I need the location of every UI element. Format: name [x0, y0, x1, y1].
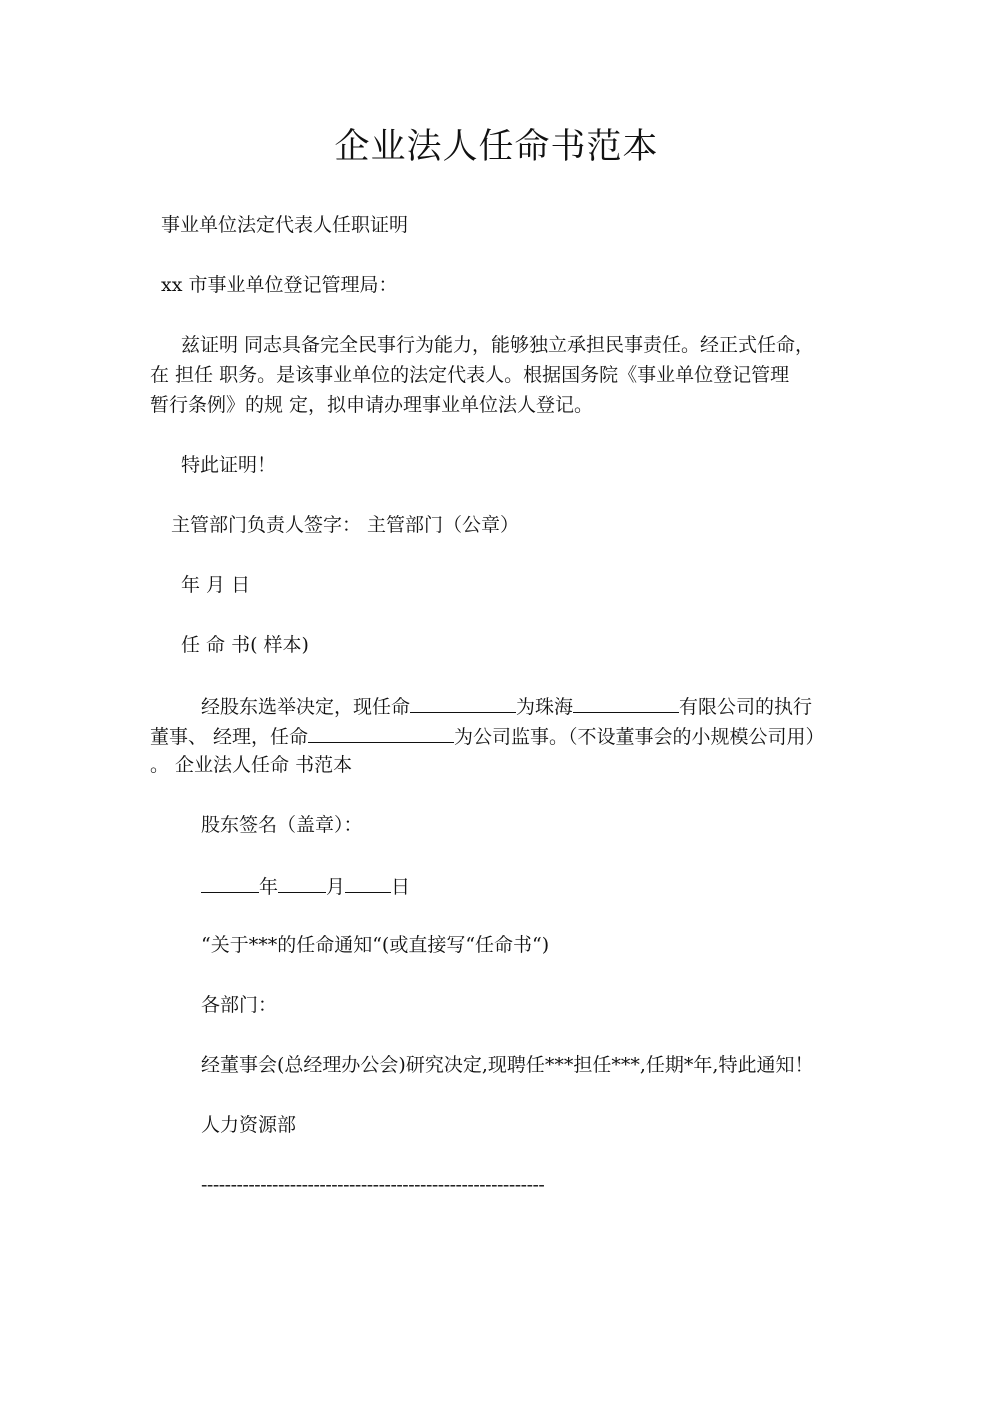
- appointment-text-c: 有限公司的执行: [679, 696, 813, 718]
- date-day-label: 日: [391, 876, 411, 898]
- appointment-text-d: 董事、 经理，任命: [150, 726, 309, 748]
- date-month-label: 月: [326, 876, 346, 898]
- fill-blank-appointee: [410, 690, 516, 713]
- shareholder-signature: 股东签名（盖章）：: [201, 814, 363, 836]
- shareholder-date-line: [201, 870, 410, 902]
- appointment-paragraph-line-3: 。 企业法人任命 书范本: [150, 754, 353, 776]
- date-line: 年 月 日: [181, 574, 251, 596]
- notice-body: 经董事会(总经理办公会)研究决定,现聘任***担任***,任期*年,特此通知！: [201, 1054, 814, 1076]
- certificate-body-line-2: 在 担任 职务。是该事业单位的法定代表人。根据国务院《事业单位登记管理: [150, 364, 790, 386]
- fill-blank-company: [573, 690, 679, 713]
- date-year-label: 年: [259, 876, 279, 898]
- appointment-heading: 任 命 书( 样本): [181, 634, 309, 656]
- appointment-text-e: 为公司监事。（不设董事会的小规模公司用）: [454, 726, 825, 748]
- page-title: 企业法人任命书范本: [334, 127, 659, 167]
- divider-dashes: ----------------------------------------------------------: [201, 1174, 545, 1196]
- certificate-body-line-1: 兹证明 同志具备完全民事行为能力，能够独立承担民事责任。经正式任命，: [181, 334, 815, 356]
- fill-blank-month: [278, 870, 326, 893]
- signature-line: 主管部门负责人签字： 主管部门（公章）: [171, 514, 520, 536]
- fill-blank-day: [345, 870, 391, 893]
- notice-addressee: 各部门：: [201, 994, 278, 1016]
- appointment-paragraph-line-2: [150, 720, 825, 752]
- fill-blank-supervisor: [308, 720, 454, 743]
- certificate-body-line-3: 暂行条例》的规 定，拟申请办理事业单位法人登记。: [150, 394, 594, 416]
- section-heading-certificate: 事业单位法定代表人任职证明: [161, 214, 409, 236]
- notice-heading: “关于***的任命通知“(或直接写“任命书“): [201, 934, 550, 956]
- notice-signer: 人力资源部: [201, 1114, 297, 1136]
- certify-statement: 特此证明！: [181, 454, 277, 476]
- appointment-text-a: 经股东选举决定，现任命: [201, 696, 411, 718]
- appointment-paragraph-line-1: [201, 690, 812, 722]
- appointment-text-b: 为珠海: [516, 696, 574, 718]
- addressee-registry-bureau: xx 市事业单位登记管理局：: [161, 274, 398, 296]
- fill-blank-year: [201, 870, 259, 893]
